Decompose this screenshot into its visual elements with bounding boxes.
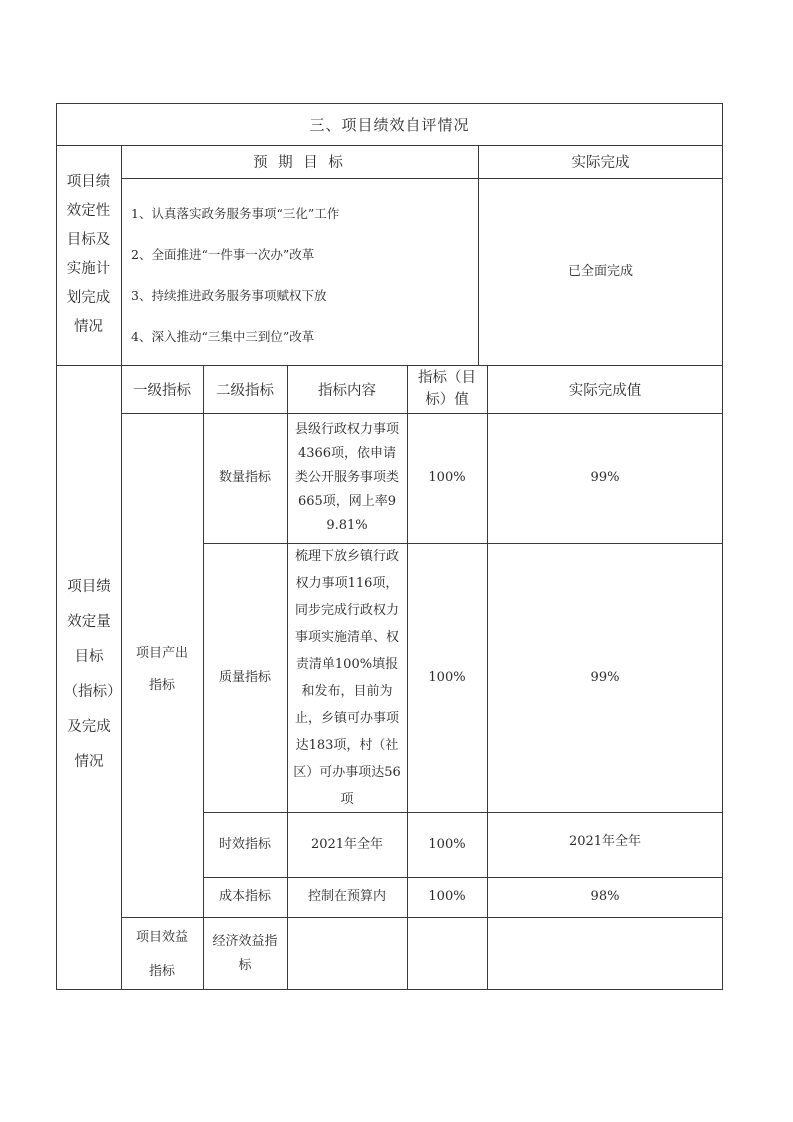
section-title: 三、项目绩效自评情况 (309, 115, 470, 134)
target-cell: 100% (428, 470, 466, 485)
header-actual: 实际完成值 (568, 382, 642, 399)
actual-cell (487, 917, 723, 990)
header-level1: 一级指标 (133, 382, 191, 399)
header-level2: 二级指标 (216, 382, 274, 399)
output-indicator-group: 项目产出指标 (135, 646, 188, 693)
expected-goals-header: 预 期 目 标 (253, 155, 346, 171)
target-cell: 100% (428, 889, 466, 904)
content-cell (287, 917, 407, 990)
actual-cell: 2021年全年 (568, 834, 642, 849)
content-cell: 梳理下放乡镇行政权力事项116项，同步完成行政权力事项实施清单、权责清单100%填报和发布，目前为止，乡镇可办事项达183项，村（社区）可办事项达56项 (293, 548, 401, 807)
level2-cell: 成本指标 (218, 889, 271, 904)
target-cell: 100% (428, 836, 466, 852)
header-content: 指标内容 (318, 382, 376, 399)
benefit-indicator-group: 项目效益指标 (135, 930, 188, 979)
level2-cell: 数量指标 (218, 470, 271, 485)
goal-item: 4、深入推动“三集中三到位”改革 (131, 329, 315, 344)
level2-cell: 经济效益指标 (212, 933, 278, 973)
target-cell (407, 917, 487, 990)
actual-completion-header: 实际完成 (571, 155, 630, 171)
content-cell: 2021年全年 (310, 836, 384, 852)
content-cell: 控制在预算内 (307, 889, 386, 904)
target-cell: 100% (428, 669, 466, 685)
level2-cell: 质量指标 (218, 669, 271, 685)
actual-cell: 99% (590, 470, 620, 485)
goal-item: 2、全面推进“一件事一次办”改革 (131, 247, 315, 262)
qualitative-actual-value: 已全面完成 (567, 263, 633, 279)
qualitative-row-label: 项目绩效定性目标及实施计划完成情况 (66, 174, 111, 335)
actual-cell: 99% (590, 669, 620, 685)
content-cell: 县级行政权力事项4366项，依申请类公开服务事项类665项，网上率99.81% (294, 422, 399, 533)
goal-item: 3、持续推进政务服务事项赋权下放 (131, 288, 327, 303)
goal-item: 1、认真落实政务服务事项“三化”工作 (131, 206, 340, 221)
level2-cell: 时效指标 (218, 836, 271, 852)
quantitative-row-label: 项目绩效定量目标（指标）及完成情况 (63, 579, 115, 770)
actual-cell: 98% (590, 889, 620, 904)
header-target: 指标（目标）值 (418, 370, 476, 408)
rule (121, 145, 122, 990)
